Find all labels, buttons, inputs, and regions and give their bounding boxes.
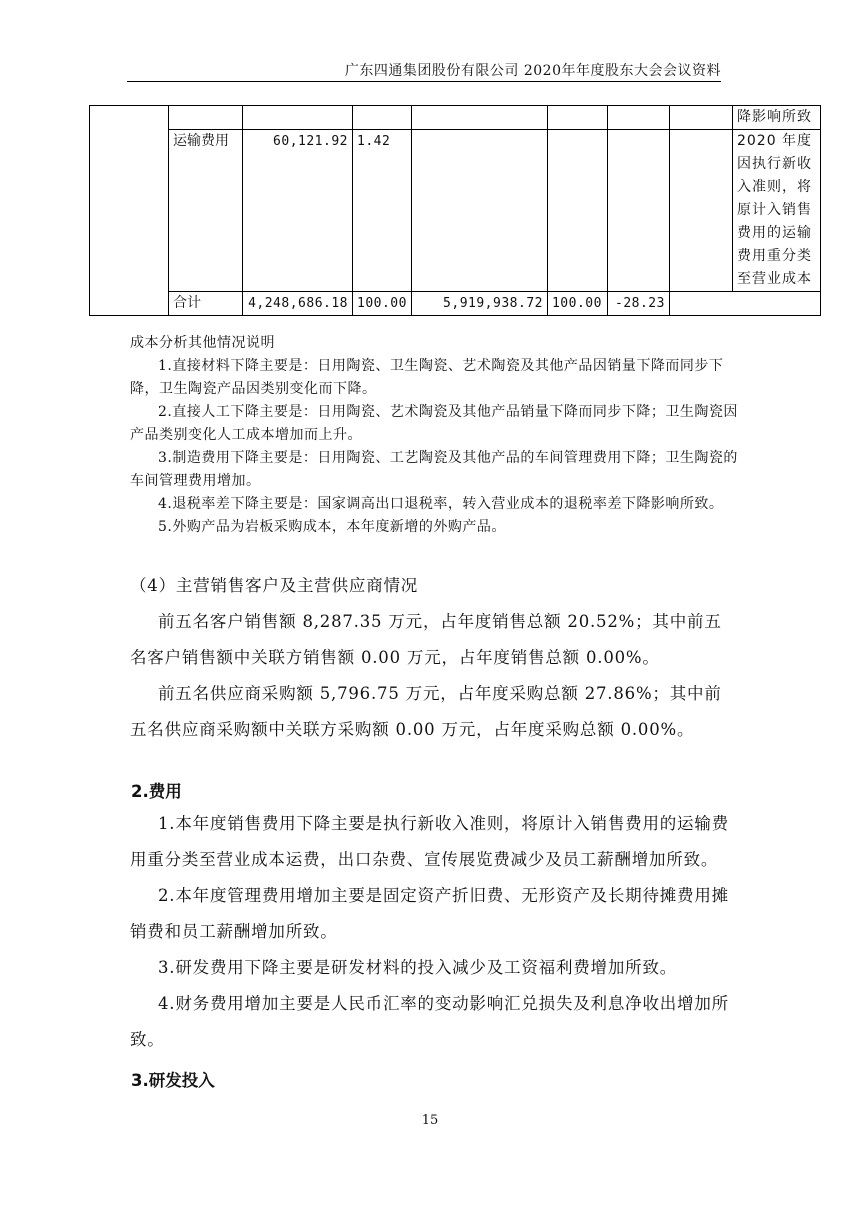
- item-cell: [169, 106, 243, 130]
- item-cell: 合计: [169, 292, 243, 316]
- note-cell: 2020 年度因执行新收入准则，将原计入销售费用的运输费用重分类至营业成本: [732, 130, 820, 292]
- current-pct-cell: 1.42: [353, 130, 412, 292]
- suppliers-paragraph: 前五名供应商采购额 5,796.75 万元，占年度采购总额 27.86%；其中前五名供应商采购额中关联方采购额 0.00 万元，占年度采购总额 0.00%。: [130, 684, 722, 739]
- rd-heading: 3.研发投入: [131, 1071, 215, 1090]
- current-pct-cell: 100.00: [353, 292, 412, 316]
- cost-note-item: 3.制造费用下降主要是：日用陶瓷、工艺陶瓷及其他产品的车间管理费用下降；卫生陶瓷的车间管理费用增加。: [130, 450, 738, 489]
- extra-cell: [669, 106, 732, 130]
- change-cell: [607, 106, 669, 130]
- cost-table: [89, 105, 821, 316]
- change-cell: [607, 130, 669, 292]
- expenses-heading: 2.费用: [131, 782, 182, 801]
- note-cell: 降影响所致: [732, 106, 820, 130]
- table-row: [90, 130, 821, 292]
- expenses-section: [130, 806, 730, 1058]
- cost-notes: [130, 332, 750, 539]
- category-cell: [90, 106, 169, 316]
- expense-item: 1.本年度销售费用下降主要是执行新收入准则，将原计入销售费用的运输费用重分类至营业成本运费，出口杂费、宣传展览费减少及员工薪酬增加所致。: [130, 814, 729, 869]
- prior-pct-cell: [547, 130, 607, 292]
- prior-amount-cell: [411, 130, 547, 292]
- prior-pct-cell: 100.00: [547, 292, 607, 316]
- change-cell: -28.23: [607, 292, 669, 316]
- current-amount-cell: 4,248,686.18: [243, 292, 353, 316]
- extra-cell: [669, 130, 732, 292]
- document-header-title: 广东四通集团股份有限公司 2020年年度股东大会会议资料: [344, 63, 721, 79]
- expense-item: 3.研发费用下降主要是研发材料的投入减少及工资福利费增加所致。: [158, 958, 678, 977]
- current-pct-cell: [353, 106, 412, 130]
- expense-item: 2.本年度管理费用增加主要是固定资产折旧费、无形资产及长期待摊费用摊销费和员工薪酬增加所致。: [130, 886, 729, 941]
- cost-note-item: 4.退税率差下降主要是：国家调高出口退税率，转入营业成本的退税率差下降影响所致。: [158, 496, 724, 512]
- cost-note-item: 1.直接材料下降主要是：日用陶瓷、卫生陶瓷、艺术陶瓷及其他产品因销量下降而同步下降，卫生陶瓷产品因类别变化而下降。: [130, 358, 724, 397]
- expense-item: 4.财务费用增加主要是人民币汇率的变动影响汇兑损失及利息净收出增加所致。: [130, 994, 729, 1049]
- customers-section: [130, 568, 730, 748]
- header-divider: [127, 81, 721, 82]
- item-cell: 运输费用: [169, 130, 243, 292]
- customers-paragraph: 前五名客户销售额 8,287.35 万元，占年度销售总额 20.52%；其中前五名客户销售额中关联方销售额 0.00 万元，占年度销售总额 0.00%。: [130, 612, 722, 667]
- current-amount-cell: [243, 106, 353, 130]
- prior-pct-cell: [547, 106, 607, 130]
- prior-amount-cell: 5,919,938.72: [411, 292, 547, 316]
- note-cell: [669, 292, 820, 316]
- current-amount-cell: 60,121.92: [243, 130, 353, 292]
- customers-heading: （4）主营销售客户及主营供应商情况: [130, 576, 419, 595]
- table-row: [90, 106, 821, 130]
- table-row: [90, 292, 821, 316]
- prior-amount-cell: [411, 106, 547, 130]
- cost-note-item: 2.直接人工下降主要是：日用陶瓷、艺术陶瓷及其他产品销量下降而同步下降；卫生陶瓷因产品类别变化人工成本增加而上升。: [130, 404, 738, 443]
- page-number: 15: [421, 1113, 439, 1128]
- cost-notes-title: 成本分析其他情况说明: [130, 335, 275, 351]
- cost-note-item: 5.外购产品为岩板采购成本，本年度新增的外购产品。: [158, 519, 506, 535]
